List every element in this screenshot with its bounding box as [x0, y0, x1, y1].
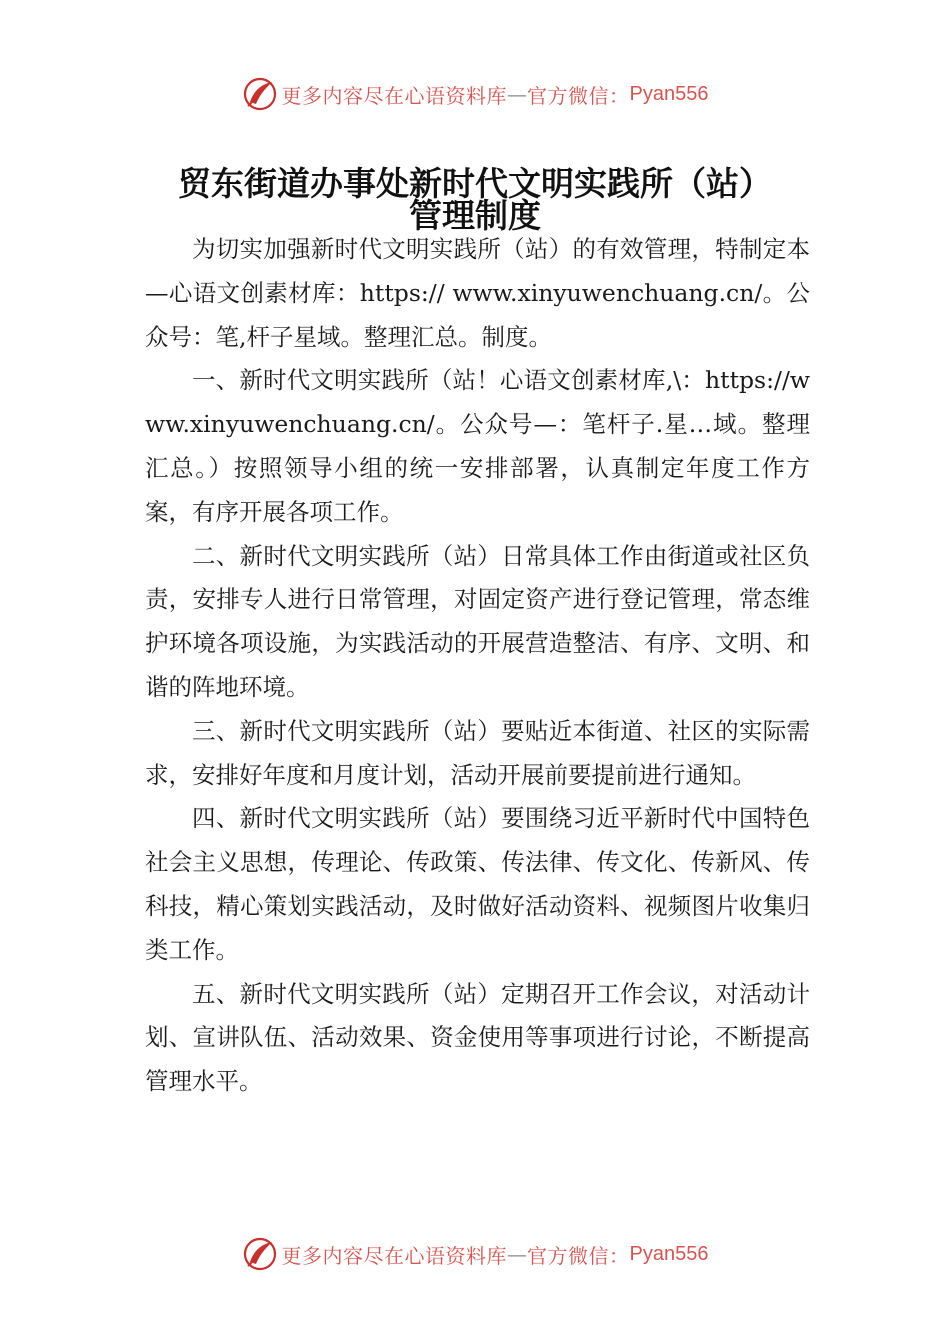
banner-separator: —	[507, 82, 528, 106]
banner-wechat-label: 官方微信：	[527, 1243, 630, 1268]
paragraph-item-2: 二、新时代文明实践所（站）日常具体工作由街道或社区负责，安排专人进行日常管理，对固定资产进行登记管理，常态维护环境各项设施，为实践活动的开展营造整洁、有序、文明、和谐的阵地环境。	[145, 541, 810, 701]
brand-logo-icon	[242, 1236, 278, 1272]
banner-wechat-label: 官方微信：	[527, 83, 630, 108]
paragraph-item-4: 四、新时代文明实践所（站）要围绕习近平新时代中国特色社会主义思想，传理论、传政策、传法律、传文化、传新风、传科技，精心策划实践活动，及时做好活动资料、视频图片收集归类工作。	[145, 804, 810, 964]
header-watermark-banner	[0, 74, 950, 114]
banner-wechat-id: Pyan556	[629, 1242, 709, 1265]
document-title-line-1: 贸东街道办事处新时代文明实践所（站）	[178, 164, 772, 203]
document-title-line-2: 管理制度	[409, 196, 541, 235]
banner-wechat-id: Pyan556	[629, 82, 709, 105]
paragraph-item-5: 五、新时代文明实践所（站）定期召开工作会议，对活动计划、宣讲队伍、活动效果、资金使用等事项进行讨论，不断提高管理水平。	[145, 979, 810, 1096]
document-body	[145, 228, 810, 1104]
paragraph-item-1: 一、新时代文明实践所（站！心语文创素材库,\：https://www.xinyuwenchuang.cn/。公众号—：笔杆子.星…域。整理汇总。）按照领导小组的统一安排部署，认真制定年度工作方案，有序开展各项工作。	[145, 366, 810, 526]
paragraph-intro: 为切实加强新时代文明实践所（站）的有效管理，特制定本—心语文创素材库：https:// www.xinyuwenchuang.cn/。公众号：笔,杆子星域。整理汇总。制度。	[145, 235, 810, 351]
paragraph-item-3: 三、新时代文明实践所（站）要贴近本街道、社区的实际需求，安排好年度和月度计划，活动开展前要提前进行通知。	[145, 716, 810, 789]
banner-text: 更多内容尽在心语资料库	[281, 83, 508, 108]
footer-watermark-banner	[0, 1234, 950, 1274]
banner-separator: —	[507, 1242, 528, 1266]
brand-logo-icon	[242, 76, 278, 112]
banner-text: 更多内容尽在心语资料库	[281, 1243, 508, 1268]
